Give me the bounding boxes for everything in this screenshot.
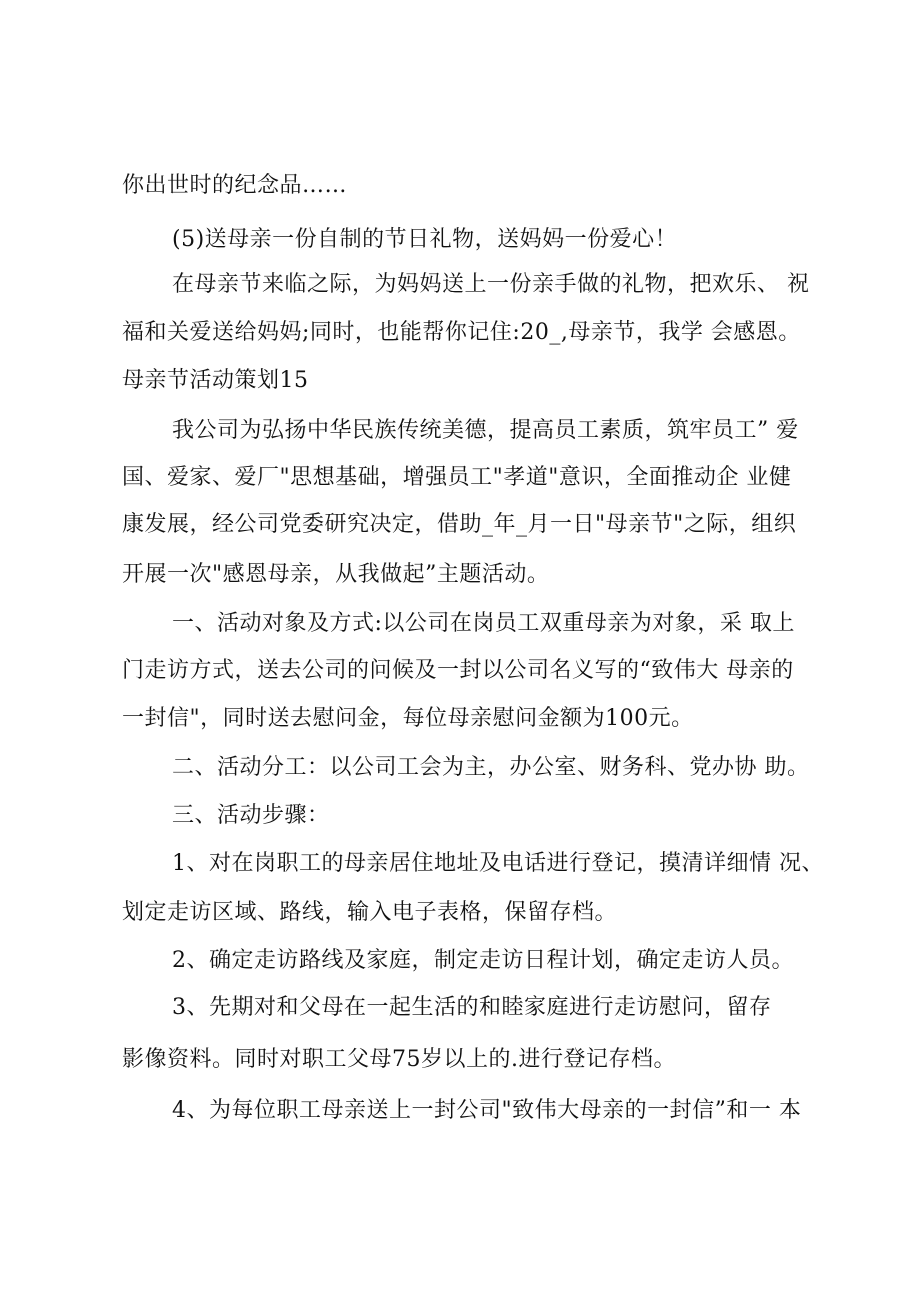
text-line-6: 我公司为弘扬中华民族传统美德，提高员工素质，筑牢员工” 爱 [172,418,799,443]
text-line-13: 二、活动分工：以公司工会为主，办公室、财务科、党办协 助。 [172,755,810,780]
text-line-8: 康发展，经公司党委研究决定，借助_年_月一日"母亲节"之际，组织 [122,512,797,537]
section-heading: 母亲节活动策划15 [122,368,309,393]
text-line-1: 你出世时的纪念品…… [122,173,348,198]
text-line-20: 4、为每位职工母亲送上一封公司"致伟大母亲的一封信”和一 本 [172,1098,802,1123]
text-line-7: 国、爱家、爱厂"思想基础，增强员工"孝道"意识，全面推动企 业健 [122,465,792,490]
text-line-9: 开展一次"感恩母亲，从我做起”主题活动。 [122,562,550,587]
text-line-4: 福和关爱送给妈妈;同时，也能帮你记住:20_,母亲节，我学 会感恩。 [122,320,801,345]
text-line-11: 门走访方式，送去公司的问候及一封以公司名义写的“致伟大 母亲的 [122,658,794,683]
text-line-14: 三、活动步骤： [172,803,330,828]
text-line-15: 1、对在岗职工的母亲居住地址及电话进行登记，摸清详细情 况、 [172,851,824,876]
text-line-18: 3、先期对和父母在一起生活的和睦家庭进行走访慰问，留存 [172,995,772,1020]
text-line-10: 一、活动对象及方式:以公司在岗员工双重母亲为对象，采 取上 [172,611,795,636]
text-line-19: 影像资料。同时对职工父母75岁以上的.进行登记存档。 [122,1047,676,1072]
text-line-16: 划定走访区域、路线，输入电子表格，保留存档。 [122,900,618,925]
text-line-2: (5)送母亲一份自制的节日礼物，送妈妈一份爱心！ [172,227,678,252]
text-line-17: 2、确定走访路线及家庭，制定走访日程计划，确定走访人员。 [172,948,794,973]
text-line-12: 一封信"，同时送去慰问金，每位母亲慰问金额为100元。 [122,706,694,731]
text-line-3: 在母亲节来临之际，为妈妈送上一份亲手做的礼物，把欢乐、 祝 [172,272,810,297]
